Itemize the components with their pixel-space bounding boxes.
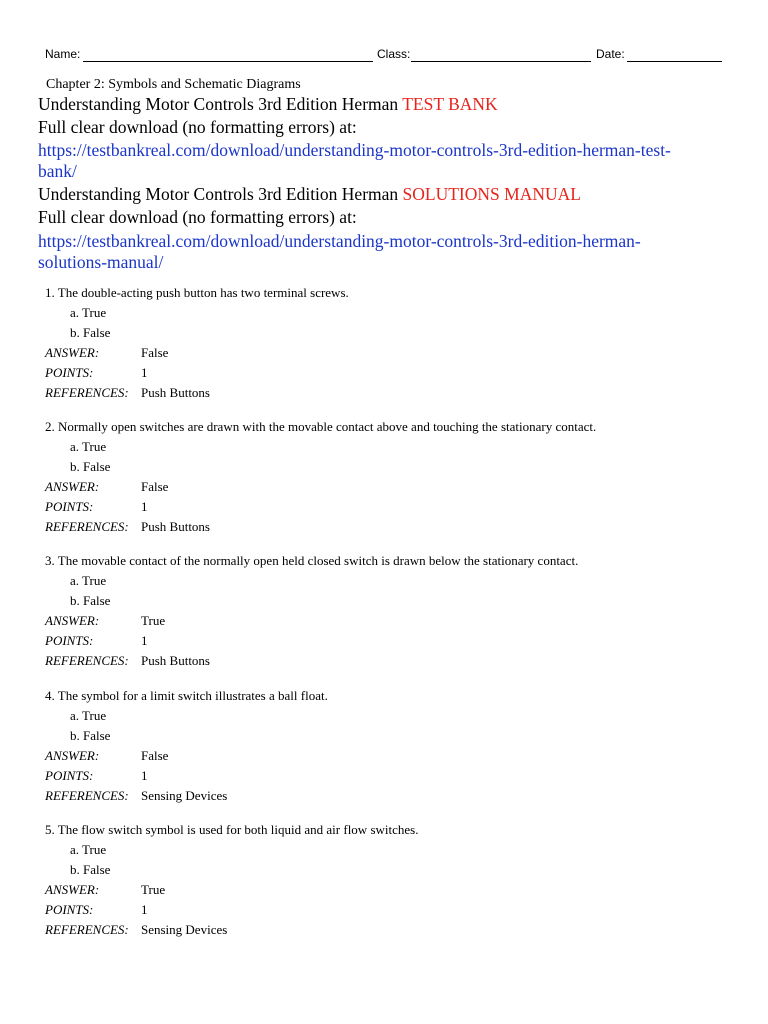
book-title: Understanding Motor Controls 3rd Edition Herman [38, 184, 399, 204]
references-row [45, 651, 745, 671]
answer-row [45, 611, 745, 631]
name-label: Name: [45, 47, 81, 61]
answer-value: False [141, 345, 169, 360]
answer-value: True [141, 882, 166, 897]
test-bank-tag: TEST BANK [402, 94, 498, 114]
download-text: Full clear download (no formatting errors) at: [38, 207, 357, 227]
points-row [45, 497, 745, 517]
question-text: 1. The double-acting push button has two terminal screws. [45, 285, 349, 300]
download-text: Full clear download (no formatting errors) at: [38, 117, 357, 137]
answer-row [45, 477, 745, 497]
references-value: Push Buttons [141, 653, 210, 668]
points-value: 1 [141, 499, 148, 514]
option-b: b. False [70, 459, 111, 474]
references-label: REFERENCES: [45, 385, 129, 400]
test-bank-title-line [38, 93, 498, 115]
option-a: a. True [70, 708, 107, 723]
student-info-header [45, 46, 725, 64]
solutions-manual-tag: SOLUTIONS MANUAL [402, 184, 581, 204]
solutions-link-line1[interactable]: https://testbankreal.com/download/understanding-motor-controls-3rd-edition-herman- [38, 231, 641, 251]
references-label: REFERENCES: [45, 922, 129, 937]
question-4 [45, 686, 745, 806]
references-value: Push Buttons [141, 385, 210, 400]
points-row [45, 766, 745, 786]
date-label: Date: [596, 47, 625, 61]
option-a: a. True [70, 573, 107, 588]
option-b: b. False [70, 728, 111, 743]
points-value: 1 [141, 768, 148, 783]
chapter-title: Chapter 2: Symbols and Schematic Diagrams [46, 77, 301, 92]
option-a: a. True [70, 842, 107, 857]
question-text: 2. Normally open switches are drawn with the movable contact above and touching the stationary contact. [45, 419, 597, 434]
answer-label: ANSWER: [45, 882, 100, 897]
option-b: b. False [70, 593, 111, 608]
points-label: POINTS: [45, 768, 94, 783]
references-value: Sensing Devices [141, 788, 228, 803]
option-b: b. False [70, 325, 111, 340]
question-text: 4. The symbol for a limit switch illustrates a ball float. [45, 688, 328, 703]
answer-label: ANSWER: [45, 613, 100, 628]
class-label: Class: [377, 47, 411, 61]
answer-value: False [141, 748, 169, 763]
references-row [45, 920, 745, 940]
points-label: POINTS: [45, 633, 94, 648]
references-label: REFERENCES: [45, 653, 129, 668]
class-blank-line [411, 61, 591, 62]
answer-row [45, 746, 745, 766]
solutions-title-line [38, 183, 581, 205]
book-title: Understanding Motor Controls 3rd Edition Herman [38, 94, 399, 114]
references-value: Sensing Devices [141, 922, 228, 937]
references-row [45, 786, 745, 806]
question-text: 3. The movable contact of the normally open held closed switch is drawn below the stationary contact. [45, 553, 579, 568]
option-a: a. True [70, 439, 107, 454]
points-label: POINTS: [45, 365, 94, 380]
references-row [45, 383, 745, 403]
points-row [45, 363, 745, 383]
option-b: b. False [70, 862, 111, 877]
references-value: Push Buttons [141, 519, 210, 534]
question-text: 5. The flow switch symbol is used for both liquid and air flow switches. [45, 822, 419, 837]
answer-label: ANSWER: [45, 345, 100, 360]
question-2 [45, 417, 745, 537]
points-value: 1 [141, 633, 148, 648]
references-row [45, 517, 745, 537]
answer-label: ANSWER: [45, 479, 100, 494]
question-5 [45, 820, 745, 940]
points-value: 1 [141, 902, 148, 917]
points-row [45, 900, 745, 920]
name-blank-line [83, 61, 373, 62]
answer-value: False [141, 479, 169, 494]
references-label: REFERENCES: [45, 788, 129, 803]
option-a: a. True [70, 305, 107, 320]
solutions-link-line2[interactable]: solutions-manual/ [38, 252, 164, 272]
test-bank-link-line1[interactable]: https://testbankreal.com/download/understanding-motor-controls-3rd-edition-herman-test- [38, 140, 671, 160]
answer-row [45, 880, 745, 900]
question-3 [45, 551, 745, 671]
answer-value: True [141, 613, 166, 628]
test-bank-link-line2[interactable]: bank/ [38, 161, 77, 181]
points-label: POINTS: [45, 499, 94, 514]
points-row [45, 631, 745, 651]
answer-label: ANSWER: [45, 748, 100, 763]
question-1 [45, 283, 745, 403]
points-label: POINTS: [45, 902, 94, 917]
references-label: REFERENCES: [45, 519, 129, 534]
date-blank-line [627, 61, 722, 62]
answer-row [45, 343, 745, 363]
points-value: 1 [141, 365, 148, 380]
